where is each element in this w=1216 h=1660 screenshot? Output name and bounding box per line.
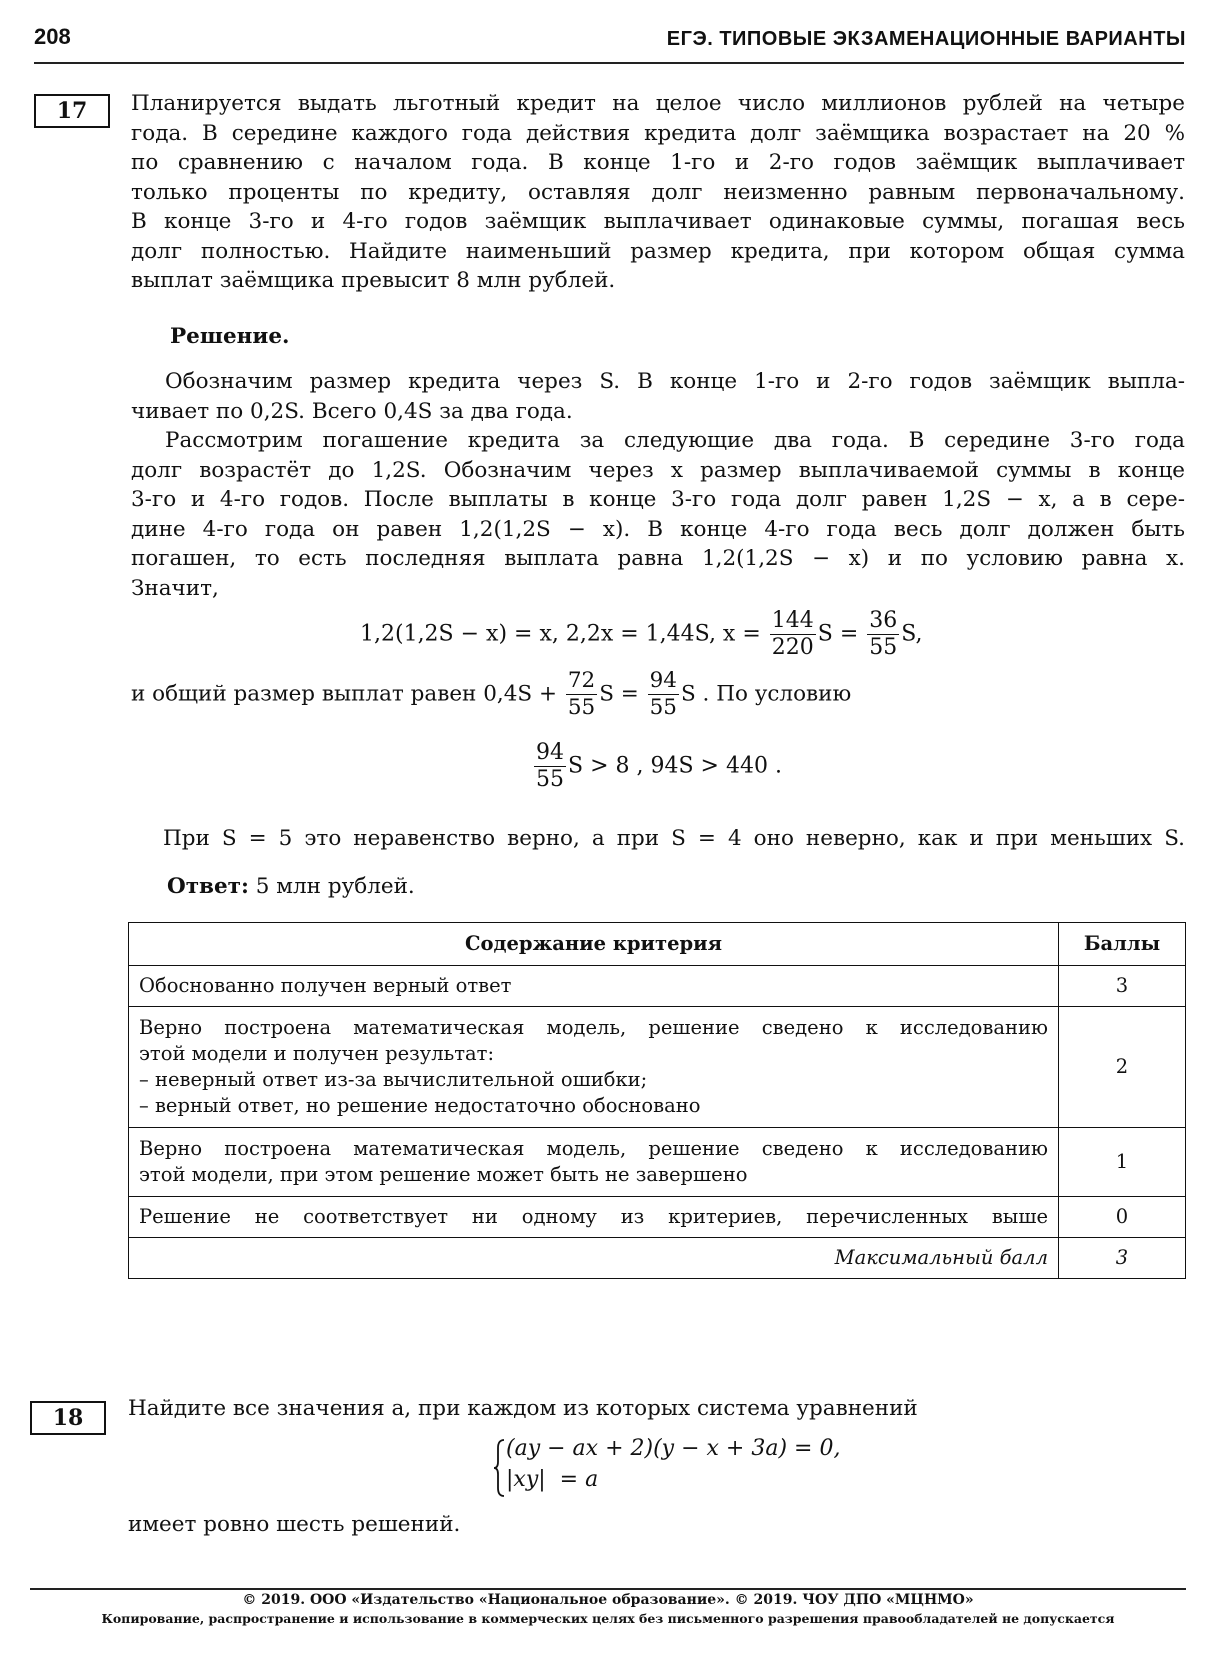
solution-conclusion: При S = 5 это неравенство верно, а при S = 4 оно неверно, как и при меньших S.	[163, 826, 1185, 851]
criteria-line: Верно построена математическая модель, решение сведено к исследованию	[139, 1137, 1048, 1160]
column-header-content: Содержание критерия	[129, 923, 1059, 966]
footer-copyright: © 2019. ООО «Издательство «Национальное образование». © 2019. ЧОУ ДПО «МЦНМО»	[242, 1592, 974, 1608]
fraction-numerator: 72	[567, 668, 596, 693]
fraction-denominator: 55	[649, 695, 677, 720]
criteria-table	[128, 922, 1186, 1279]
solution-line: Рассмотрим погашение кредита за следующие два года. В середине 3-го года	[165, 428, 1185, 453]
equation-3-tail: S > 8 , 94S > 440 .	[568, 753, 782, 779]
fraction-94-55	[648, 668, 679, 721]
criteria-text	[129, 1128, 1059, 1197]
solution-line: погашен, то есть последняя выплата равна 1,2(1,2S − x) и по условию равна x.	[131, 546, 1185, 571]
criteria-row	[129, 1197, 1186, 1238]
fraction-denominator: 55	[536, 767, 564, 792]
problem-line: В конце 3-го и 4-го годов заёмщик выплачивает одинаковые суммы, погашая весь	[131, 209, 1185, 234]
equation-2-mid: S =	[599, 681, 639, 707]
fraction-denominator: 220	[771, 635, 814, 660]
solution-line: 3-го и 4-го годов. После выплаты в конце 3-го года долг равен 1,2S − x, а в сере-	[131, 487, 1185, 512]
answer-label: Ответ:	[167, 874, 249, 899]
solution-line: долг возрастёт до 1,2S. Обозначим через x размер выплачиваемой суммы в конце	[131, 457, 1185, 483]
system-equation-2: |xy| = a	[506, 1467, 599, 1492]
solution-line: дине 4-го года он равен 1,2(1,2S − x). В конце 4-го года весь долг должен быть	[131, 516, 1185, 542]
problem-line: выплат заёмщика превысит 8 млн рублей.	[131, 268, 616, 293]
equation-1-mid: S =	[817, 621, 859, 647]
fraction-numerator: 36	[869, 608, 898, 633]
problem-line: по сравнению с началом года. В конце 1-го и 2-го годов заёмщик выплачивает	[131, 150, 1185, 175]
max-score-label: Максимальный балл	[129, 1238, 1059, 1279]
fraction-144-220	[770, 608, 816, 661]
criteria-line: – неверный ответ из-за вычислительной ошибки;	[139, 1068, 648, 1091]
answer	[167, 874, 415, 899]
criteria-line: Обоснованно получен верный ответ	[139, 974, 512, 997]
column-header-points: Баллы	[1059, 923, 1186, 966]
criteria-text	[129, 966, 1059, 1007]
book-title: ЕГЭ. ТИПОВЫЕ ЭКЗАМЕНАЦИОННЫЕ ВАРИАНТЫ	[666, 28, 1186, 50]
fraction-numerator: 94	[536, 740, 564, 765]
page-number: 208	[34, 24, 71, 49]
criteria-line: – верный ответ, но решение недостаточно обосновано	[139, 1094, 701, 1117]
task-18-number: 18	[52, 1405, 84, 1431]
equation-3	[532, 740, 782, 793]
criteria-row	[129, 1128, 1186, 1197]
header-divider	[34, 62, 1184, 64]
footer-divider	[30, 1588, 1186, 1590]
solution-paragraph-2	[131, 426, 1185, 603]
equation-1-part-a: 1,2(1,2S − x) = x, 2,2x = 1,44S, x =	[360, 621, 761, 647]
footer-notice: Копирование, распространение и использование в коммерческих целях без письменного разрешения правообладателей не допускается	[101, 1611, 1115, 1626]
criteria-max-row	[129, 1238, 1186, 1279]
equation-system	[492, 1436, 841, 1500]
problem-line: года. В середине каждого года действия кредита долг заёмщика возрастает на 20 %	[131, 120, 1185, 146]
answer-value: 5 млн рублей.	[248, 874, 415, 899]
criteria-text	[129, 1007, 1059, 1128]
criteria-points: 3	[1059, 966, 1186, 1007]
problem-line: только проценты по кредиту, оставляя долг неизменно равным первоначальному.	[131, 179, 1185, 205]
fraction-denominator: 55	[869, 635, 898, 660]
task-17-problem	[131, 89, 1185, 296]
solution-heading: Решение.	[170, 324, 290, 349]
criteria-points: 1	[1059, 1128, 1186, 1197]
criteria-line: этой модели и получен результат:	[139, 1042, 495, 1065]
equation-1	[360, 608, 923, 661]
equation-2	[131, 668, 851, 721]
fraction-denominator: 55	[567, 695, 596, 720]
equation-2-lead: и общий размер выплат равен 0,4S +	[131, 681, 557, 707]
problem-line: долг полностью. Найдите наименьший размер кредита, при котором общая сумма	[131, 238, 1185, 264]
criteria-points: 2	[1059, 1007, 1186, 1128]
solution-line: Обозначим размер кредита через S. В конце 1-го и 2-го годов заёмщик выпла-	[165, 369, 1185, 394]
criteria-line: этой модели, при этом решение может быть не завершено	[139, 1163, 748, 1186]
criteria-row	[129, 1007, 1186, 1128]
fraction-94-55	[534, 740, 566, 793]
criteria-line: Решение не соответствует ни одному из критериев, перечисленных выше	[139, 1205, 1048, 1228]
criteria-line: Верно построена математическая модель, решение сведено к исследованию	[139, 1016, 1048, 1039]
left-brace-icon	[492, 1438, 506, 1498]
problem-line: Планируется выдать льготный кредит на целое число миллионов рублей на четыре	[131, 91, 1185, 116]
task-17-number-box	[34, 94, 110, 128]
equation-1-tail: S,	[901, 621, 923, 647]
criteria-row	[129, 966, 1186, 1007]
solution-paragraph-1	[131, 367, 1185, 426]
task-18-number-box	[30, 1401, 106, 1435]
system-equation-1: (ay − ax + 2)(y − x + 3a) = 0,	[506, 1436, 841, 1461]
solution-line: чивает по 0,2S. Всего 0,4S за два года.	[131, 398, 573, 424]
solution-line: Значит,	[131, 575, 219, 601]
criteria-table-wrapper	[128, 922, 1186, 1279]
equation-2-tail: S . По условию	[680, 681, 852, 707]
fraction-numerator: 144	[771, 608, 814, 633]
criteria-text	[129, 1197, 1059, 1238]
criteria-points: 0	[1059, 1197, 1186, 1238]
max-score-value: 3	[1059, 1238, 1186, 1279]
fraction-numerator: 94	[649, 668, 677, 693]
criteria-header-row	[129, 923, 1186, 966]
task-18-outro: имеет ровно шесть решений.	[128, 1512, 461, 1537]
fraction-36-55	[867, 608, 899, 661]
task-17-number: 17	[56, 98, 88, 124]
task-18-intro: Найдите все значения a, при каждом из которых система уравнений	[128, 1396, 918, 1421]
fraction-72-55	[566, 668, 597, 721]
